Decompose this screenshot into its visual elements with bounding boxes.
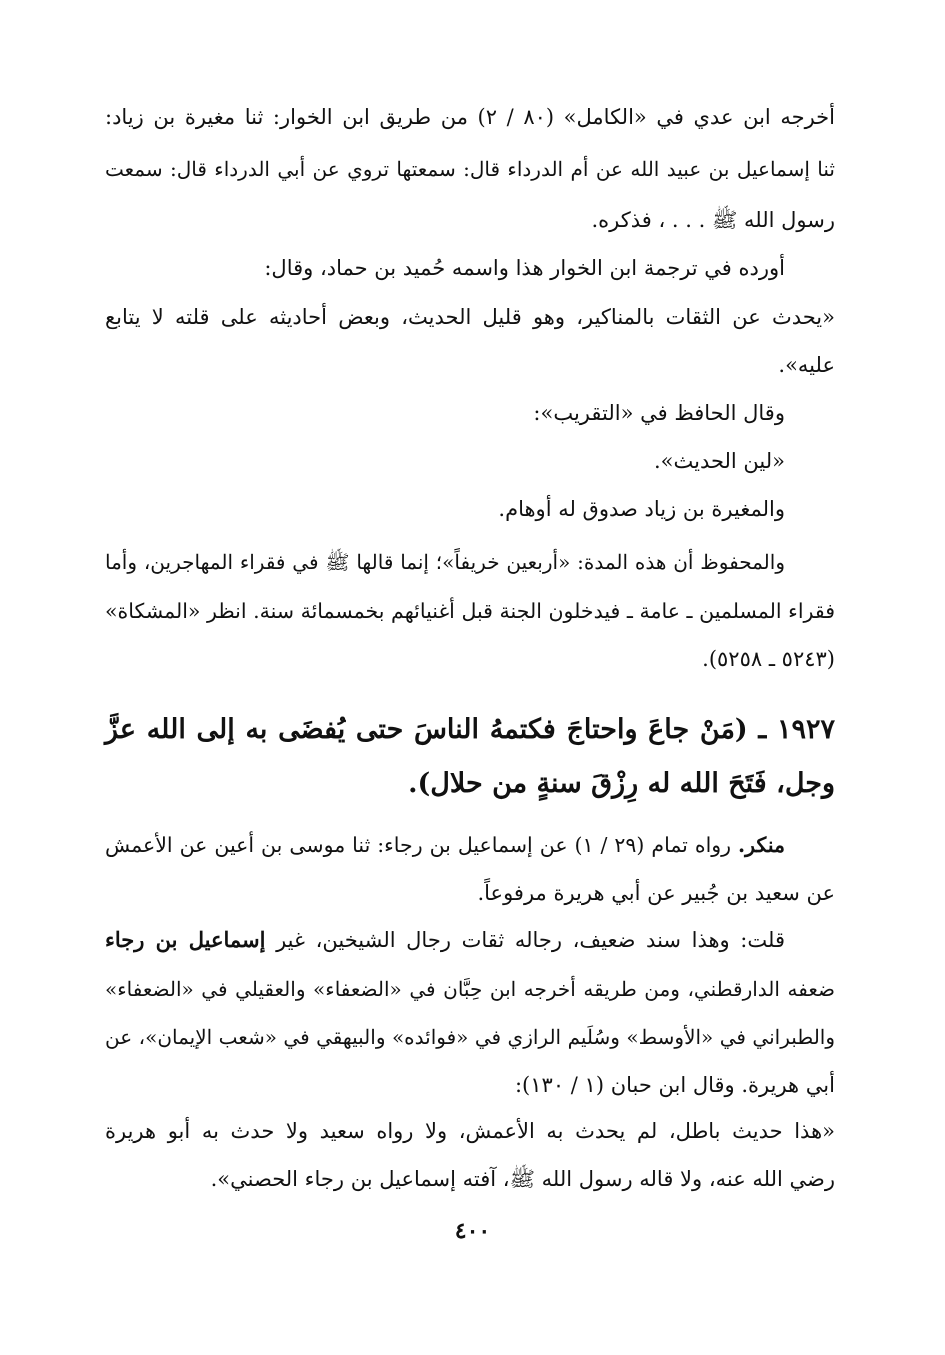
text-line: ضعفه الدارقطني، ومن طريقه أخرجه ابن حِبَّان في «الضعفاء» والعقيلي في «الضعفاء» (105, 977, 835, 1001)
hadith-heading: وجل، فَتَحَ الله له رِزْقَ سنةٍ من حلال). (408, 768, 835, 799)
text-line: أخرجه ابن عدي في «الكامل» (٨٠ / ٢) من طريق ابن الخوار: ثنا مغيرة بن زياد: (105, 105, 835, 129)
text-line: فقراء المسلمين ـ عامة ـ فيدخلون الجنة قبل أغنيائهم بخمسمائة سنة. انظر «المشكاة» (105, 599, 835, 623)
text-line: ثنا إسماعيل بن عبيد الله عن أم الدرداء قال: سمعتها تروي عن أبي الدرداء قال: سمعت (105, 157, 835, 181)
text-line (105, 925, 785, 955)
text-line: أورده في ترجمة ابن الخوار هذا واسمه حُميد بن حماد، وقال: (264, 256, 785, 280)
text-span: رواه تمام (٢٩ / ١) عن إسماعيل بن رجاء: ثنا موسى بن أعين عن الأعمش (105, 833, 739, 857)
hadith-heading: ١٩٢٧ ـ (مَنْ جاعَ واحتاجَ فكتمهُ الناسَ حتى يُفضَى به إلى الله عزَّ (105, 714, 835, 745)
text-line (105, 830, 785, 860)
text-line: وقال الحافظ في «التقريب»: (533, 401, 785, 425)
text-line: عن سعيد بن جُبير عن أبي هريرة مرفوعاً. (477, 881, 835, 905)
text-line: (٥٢٤٣ ـ ٥٢٥٨). (702, 647, 835, 671)
text-line: «يحدث عن الثقات بالمناكير، وهو قليل الحديث، وبعض أحاديثه على قلته لا يتابع (105, 305, 835, 329)
page-number: ٤٠٠ (454, 1218, 491, 1244)
text-line: والطبراني في «الأوسط» وسُلَيم الرازي في «فوائده» والبيهقي في «شعب الإيمان»، عن (105, 1025, 835, 1049)
text-line: أبي هريرة. وقال ابن حبان (١ / ١٣٠): (514, 1073, 835, 1097)
text-line: «لين الحديث». (653, 449, 785, 473)
text-line: رضي الله عنه، ولا قاله رسول الله ﷺ، آفته إسماعيل بن رجاء الحصني». (210, 1167, 835, 1191)
narrator-name: إسماعيل بن رجاء (105, 927, 266, 952)
text-line: «هذا حديث باطل، لم يحدث به الأعمش، ولا رواه سعيد ولا حدث به أبو هريرة (105, 1119, 835, 1143)
grading-word: منكر. (738, 833, 785, 857)
text-span: قلت: وهذا سند ضعيف، رجاله ثقات رجال الشيخين، غير (265, 928, 785, 952)
text-line: رسول الله ﷺ . . . ، فذكره. (591, 208, 835, 232)
text-line: والمغيرة بن زياد صدوق له أوهام. (498, 497, 785, 521)
text-line: والمحفوظ أن هذه المدة: «أربعين خريفاً»؛ إنما قالها ﷺ في فقراء المهاجرين، وأما (105, 550, 785, 574)
text-line: عليه». (778, 353, 835, 377)
